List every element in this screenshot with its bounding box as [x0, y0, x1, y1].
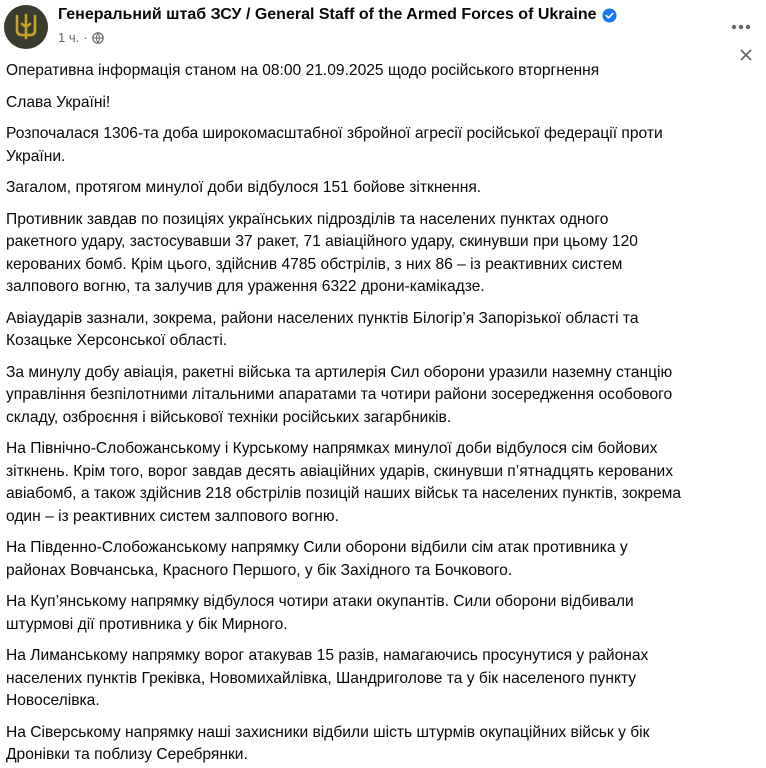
post-header	[0, 0, 766, 60]
trident-emblem-icon	[13, 13, 39, 41]
close-post-button[interactable]	[731, 48, 761, 62]
close-icon	[740, 49, 752, 61]
more-options-button[interactable]	[726, 12, 756, 42]
more-horizontal-icon	[731, 24, 751, 30]
post-paragraph: На Сіверському напрямку наші захисники відбили шість штурмів окупаційних військ у бік Дронівки та поблизу Серебрянки.	[6, 723, 650, 763]
post-paragraph: На Лиманському напрямку ворог атакував 15 разів, намагаючись просунутися у районах населених пунктів Греківка, Новомихайлівка, Шандриголове та у бік населеного пункту Новоселівка.	[6, 647, 649, 709]
post-paragraph: За минулу добу авіація, ракетні війська та артилерія Сил оборони уразили наземну станцію управління безпілотними літальними апаратами та чотири райони зосередження особового складу, озброєння і військової техніки російських загарбників.	[6, 363, 673, 426]
post-paragraph: Авіаударів зазнали, зокрема, райони населених пунктів Білогір’я Запорізької області та Козацьке Херсонської області.	[6, 309, 639, 349]
post-body	[0, 60, 766, 767]
post-paragraph: Оперативна інформація станом на 08:00 21.09.2025 щодо російського вторгнення	[6, 62, 600, 79]
post-paragraph: На Північно-Слобожанському і Курському напрямках минулої доби відбулося сім бойових зіткнень. Крім того, ворог завдав десять авіаційних ударів, скинувши п’ятнадцять керованих авіабомб, а також здійснив 218 обстрілів позицій наших військ та населених пунктів, зокрема один – із реактивних систем залпового вогню.	[6, 440, 682, 525]
page-avatar[interactable]	[4, 5, 48, 49]
post-timestamp[interactable]: 1 ч.	[58, 30, 80, 45]
post-paragraph: На Південно-Слобожанському напрямку Сили оборони відбили сім атак противника у районах Вовчанська, Красного Першого, у бік Західного та Бочкового.	[6, 539, 628, 579]
post-meta	[58, 30, 104, 45]
post-paragraph: Загалом, протягом минулої доби відбулося 151 бойове зіткнення.	[6, 179, 482, 196]
post-paragraph: Противник завдав по позиціях українських підрозділів та населених пунктах одного ракетного удару, застосувавши 37 ракет, 71 авіаційного удару, скинувши при цьому 120 керованих бомб. Крім цього, здійснив 4785 обстрілів, з них 86 – із реактивних систем залпового вогню, та залучив для ураження 6322 дрони-камікадзе.	[6, 210, 638, 295]
globe-icon[interactable]	[92, 32, 104, 44]
post-paragraph: Слава Україні!	[6, 93, 111, 111]
post-paragraph: Розпочалася 1306-та доба широкомасштабної збройної агресії російської федерації проти України.	[6, 125, 663, 165]
meta-separator: ·	[83, 30, 88, 45]
post-paragraph: На Куп’янському напрямку відбулося чотири атаки окупантів. Сили оборони відбивали штурмові дії противника у бік Мирного.	[6, 593, 634, 633]
page-name-link[interactable]: Генеральний штаб ЗСУ / General Staff of the Armed Forces of Ukraine	[58, 6, 597, 23]
verified-badge-icon	[602, 8, 617, 23]
page-name-row	[58, 6, 617, 24]
